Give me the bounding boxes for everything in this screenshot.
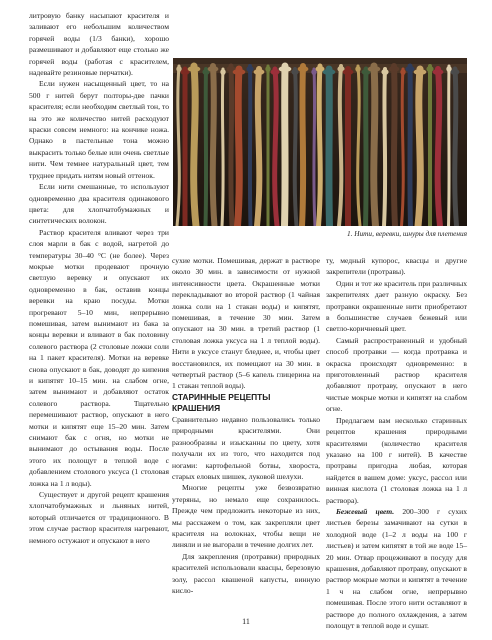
rope-strand — [438, 69, 440, 226]
rope-strand — [366, 69, 367, 226]
paragraph: Сравнительно недавно пользовались только природными красителями. Они разнообразны и изысканны по цвету, хотя получали их из того, что находится под ногами: картофельной ботвы, хвороста, старых еловых шишек, луковой шелухи. — [172, 414, 320, 481]
rope-knot — [254, 69, 265, 75]
rope-knot — [400, 69, 405, 75]
rope-knot — [323, 69, 336, 75]
rope-strand — [329, 69, 330, 226]
rope-strand — [295, 69, 297, 226]
paragraph: Многие рецепты уже безвозвратно утеряны, но немало еще сохранилось. Прежде чем предложить некоторые из них, мы расскажем о том, как закрепляли цвет красителя на волокнах, чтобы вещи не линяли и не выгорали в течение долгих лет. — [172, 483, 320, 550]
rope-strand — [302, 66, 303, 226]
rope-strand — [250, 66, 251, 226]
paragraph: Раствор красителя вливают через три слоя марли в бак с водой, нагретой до температуры 30–40 °С (не более). Через мокрые мотки продевают прочную светлую веревку и опускают их одновременно в бак, оставив концы веревки на краю посуды. Мотки прогревают 5–10 мин, непрерывно помешивая, затем вынимают из бака за концы веревки и вливают в бак половину солевого раствора (2 столовые ложки соли на 1 пакет красителя). Мотки на веревке снова опускают в бак, доводят до кипения и кипятят 10–15 мин. на слабом огне, затем вынимают и добавляют остаток солевого раствора. Тщательно перемешивают раствор, опускают в него мотки и кипятят еще 15–20 мин. Затем снимают бак с огня, но мотки не вынимают до остывания воды. После этого их полощут в теплой воде с добавлением столового уксуса (1 столовая ложка на 1 л воды). — [29, 227, 169, 488]
rope-knot — [355, 66, 360, 72]
rope-strand — [455, 69, 457, 226]
rope-strand — [449, 66, 450, 226]
rope-strand — [257, 69, 259, 226]
rope-knot — [414, 69, 427, 75]
paragraph: Один и тот же краситель при различных закрепителях дает разную окраску. Без протравки окрашенные нити приобретают в большинстве случаев бежевый или светло-коричневый цвет. — [326, 278, 467, 334]
rope-strand — [231, 66, 232, 226]
rope-strand — [285, 66, 286, 226]
rope-knot — [279, 66, 292, 72]
rope-knot — [188, 66, 201, 72]
rope-knot — [426, 66, 433, 72]
rope-strand — [339, 66, 341, 226]
paragraph: ту, медный купорос, квасцы и другие закрепители (протравы). — [326, 256, 467, 277]
rope-knot — [451, 69, 460, 75]
rope-strand — [402, 69, 404, 226]
rope-strands-illustration — [173, 58, 467, 226]
rope-strand — [418, 69, 420, 226]
text-column-1 — [29, 10, 169, 546]
rope-knot — [208, 66, 219, 72]
rope-knot — [220, 69, 225, 75]
rope-knot — [246, 66, 253, 72]
rope-knot — [368, 66, 381, 72]
rope-strand — [194, 66, 196, 226]
rope-strand — [238, 69, 240, 226]
rope-strand — [206, 69, 207, 226]
photo-caption: 1. Нити, веревки, шнуры для плетения — [346, 229, 467, 238]
rope-knot — [233, 69, 246, 75]
section-heading: СТАРИННЫЕ РЕЦЕПТЫ КРАШЕНИЯ — [172, 391, 271, 413]
rope-strand — [314, 69, 315, 226]
recipe-text: 200–300 г сухих листьев березы замачивают на сутки в холодной воде (1–2 л воды на 100 г листьев) и затем кипятят в той же воде 15–20 мин. Отвар процеживают в посуду для крашения, добавляют протраву, опускают в раствор мокрые мотки и кипятят в течение 1 ч на слабом огне, непрерывно помешивая. После этого нити оставляют в растворе до полного охлаждения, а затем полощут в теплой воде и сушат. — [326, 506, 467, 630]
rope-strands-photo — [173, 58, 467, 226]
paragraph: Если нити смешанные, то используют одновременно два красителя одинакового цвета: для хлопчатобумажных и синтетических волокон. — [29, 182, 169, 226]
rope-knot — [433, 69, 444, 75]
rope-strand — [394, 66, 395, 226]
rope-strand — [319, 66, 321, 226]
paragraph: Если нужен насыщенный цвет, то на 500 г нитей берут полторы-две пачки красителя; если необходим светлый тон, то на это же количество нитей расходуют краски совсем немного: на кончике ножа. Однако в пастельные тона можно выкрасить только белые или очень светлые нити. Чем темнее натуральный цвет, тем труднее придать нитям новый оттенок. — [29, 79, 169, 180]
paragraph: Существует и другой рецепт крашения хлопчатобумажных и льняных нитей, который отличается от традиционного. В этом случае раствор красителя нагревают, немного остужают и опускают в него — [29, 490, 169, 545]
rope-knot — [343, 69, 354, 75]
rope-knot — [298, 66, 309, 72]
rope-knot — [406, 66, 415, 72]
paragraph: Для закрепления (протравки) природных красителей использовали квасцы, березовую золу, рассол квашеной капусты, винную кисло- — [172, 551, 320, 595]
rope-strand — [213, 66, 215, 226]
paragraph-bezhevyi — [326, 506, 467, 631]
rope-strand — [275, 69, 277, 226]
rope-strand — [374, 66, 376, 226]
rope-strand — [410, 66, 411, 226]
text-column-2 — [172, 255, 320, 596]
page-number: 11 — [242, 617, 250, 626]
paragraph: Самый распространенный и удобный способ протравки — когда протравка и окраска происходят одновременно: в приготовленный раствор красителя добавляют протраву, опускают в него чистые мокрые мотки и кипятят на слабом огне. — [326, 335, 467, 414]
rope-strand — [177, 66, 179, 226]
text-column-3 — [326, 255, 467, 631]
rope-strand — [384, 69, 385, 226]
paragraph: Предлагаем вам несколько старинных рецептов крашения природными красителями (количество красителя указано на 100 г нитей). В качестве протравы пригодна любая, которая найдется в вашем доме: уксус, рассол или винная кислота (1 столовая ложка на 1 л раствора). — [326, 415, 467, 505]
paragraph: сухие мотки. Помешивая, держат в растворе около 30 мин. в зависимости от нужной интенсивности цвета. Окрашенные мотки перекладывают во второй раствор (1 чайная ложка соли на 1 стакан воды) и кипятят, помешивая, в течение 30 мин. Затем опускают на 30 мин. в третий раствор (1 столовая ложка уксуса на 1 л теплой воды). Нити в уксусе станут бледнее, и, чтобы цвет восстановился, их помещают на 30 мин. в четвертый раствор (5–6 капель глицерина на 1 стакан теплой воды). — [172, 256, 320, 391]
rope-knot — [381, 69, 388, 75]
rope-strand — [358, 66, 360, 226]
rope-knot — [271, 69, 280, 75]
recipe-title: Бежевый цвет. — [336, 506, 395, 516]
rope-knot — [265, 66, 270, 72]
rope-strand — [222, 69, 223, 226]
rope-knot — [291, 69, 298, 75]
paragraph: литровую банку насыпают красителя и заливают его небольшим количеством горячей воды (1/3 банки), хорошо размешивают и добавляют еще столько же горячей воды (работая с красителем, надевайте резиновые перчатки). — [29, 11, 169, 78]
rope-knot — [389, 66, 400, 72]
